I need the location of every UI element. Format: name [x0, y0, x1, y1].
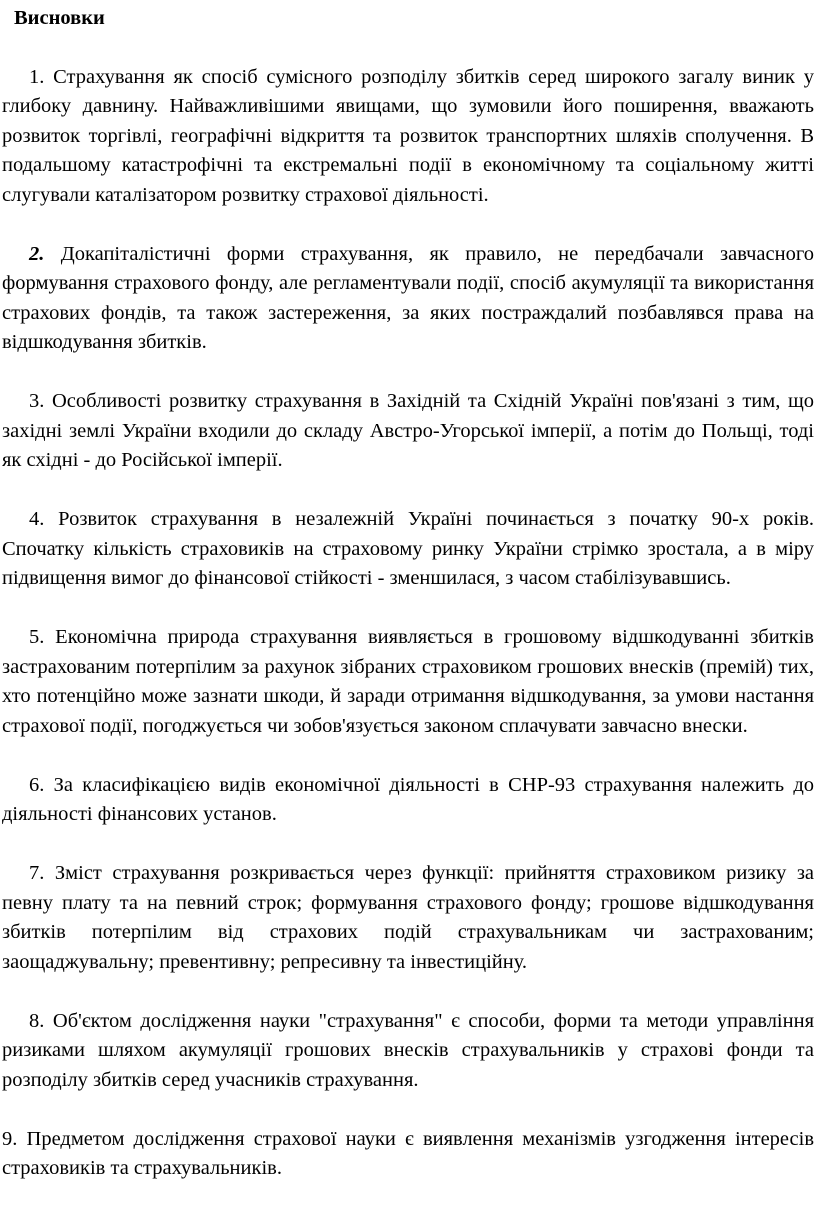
paragraph-text: Економічна природа страхування виявляється в грошовому відшкодуванні збитків застрахованим потерпілим за рахунок зібраних страховиком грошових внесків (премій) тих, хто потенційно може зазнати шкоди, й заради отримання відшкодування, за умови настання страхової події, погоджується чи зобов'язується законом сплачувати завчасно внески.	[2, 626, 814, 737]
paragraph-number: 9.	[2, 1127, 18, 1150]
paragraph-text: Предметом дослідження страхової науки є виявлення механізмів узгодження інтересів страховиків та страхувальників.	[2, 1127, 814, 1179]
conclusion-paragraph-3	[2, 387, 814, 476]
paragraph-text: Зміст страхування розкривається через функції: прийняття страховиком ризику за певну плату та на певний строк; формування страхового фонду; грошове відшкодування збитків потерпілим від страхових подій страхувальникам чи застрахованим; заощаджувальну; превентивну; репресивну та інвестиційну.	[2, 862, 815, 973]
conclusion-paragraph-2	[2, 240, 814, 358]
paragraph-text: За класифікацією видів економічної діяльності в СНР-93 страхування належить до діяльності фінансових установ.	[2, 773, 815, 825]
paragraph-text: Особливості розвитку страхування в Західній та Східній Україні пов'язані з тим, що західні землі України входили до складу Австро-Угорської імперії, а потім до Польщі, тоді як східні - до Російської імперії.	[2, 390, 814, 471]
paragraph-number: 6.	[29, 773, 45, 796]
paragraph-text: Об'єктом дослідження науки "страхування" є способи, форми та методи управління ризиками шляхом акумуляції грошових внесків страхувальників у страхові фонди та розподілу збитків серед учасників страхування.	[2, 1009, 814, 1091]
conclusion-paragraph-1	[2, 63, 814, 211]
conclusion-paragraph-5	[2, 623, 814, 741]
conclusion-paragraph-9	[2, 1125, 814, 1184]
paragraph-number: 5.	[29, 626, 45, 648]
paragraph-text: Докапіталістичні форми страхування, як правило, не передбачали завчасного формування страхового фонду, але регламентували події, спосіб акумуляції та використання страхових фондів, та також застереження, за яких постраждалий позбавлявся права на відшкодування збитків.	[2, 242, 814, 353]
paragraph-number: 8.	[29, 1009, 45, 1032]
paragraph-number: 3.	[29, 390, 45, 412]
paragraph-text: Розвиток страхування в незалежній Україні починається з початку 90-х років. Спочатку кількість страховиків на страховому ринку України стрімко зростала, а в міру підвищення вимог до фінансової стійкості - зменшилася, з часом стабілізувавшись.	[2, 508, 815, 589]
conclusion-paragraph-7	[2, 859, 814, 977]
paragraph-number: 4.	[29, 508, 45, 530]
paragraph-number: 1.	[29, 65, 45, 88]
document-title: Висновки	[14, 7, 105, 29]
paragraph-text: Страхування як спосіб сумісного розподілу збитків серед широкого загалу виник у глибоку давнину. Найважливішими явищами, що зумовили його поширення, вважають розвиток торгівлі, географічні відкриття та розвиток транспортних шляхів сполучення. В подальшому катастрофічні та екстремальні події в економічному та соціальному житті слугували каталізатором розвитку страхової діяльності.	[2, 65, 814, 206]
paragraph-number: 7.	[29, 862, 45, 884]
conclusion-paragraph-6	[2, 771, 814, 830]
conclusion-paragraph-4	[2, 505, 814, 594]
conclusion-paragraph-8	[2, 1007, 814, 1096]
paragraph-number: 2.	[29, 242, 45, 265]
